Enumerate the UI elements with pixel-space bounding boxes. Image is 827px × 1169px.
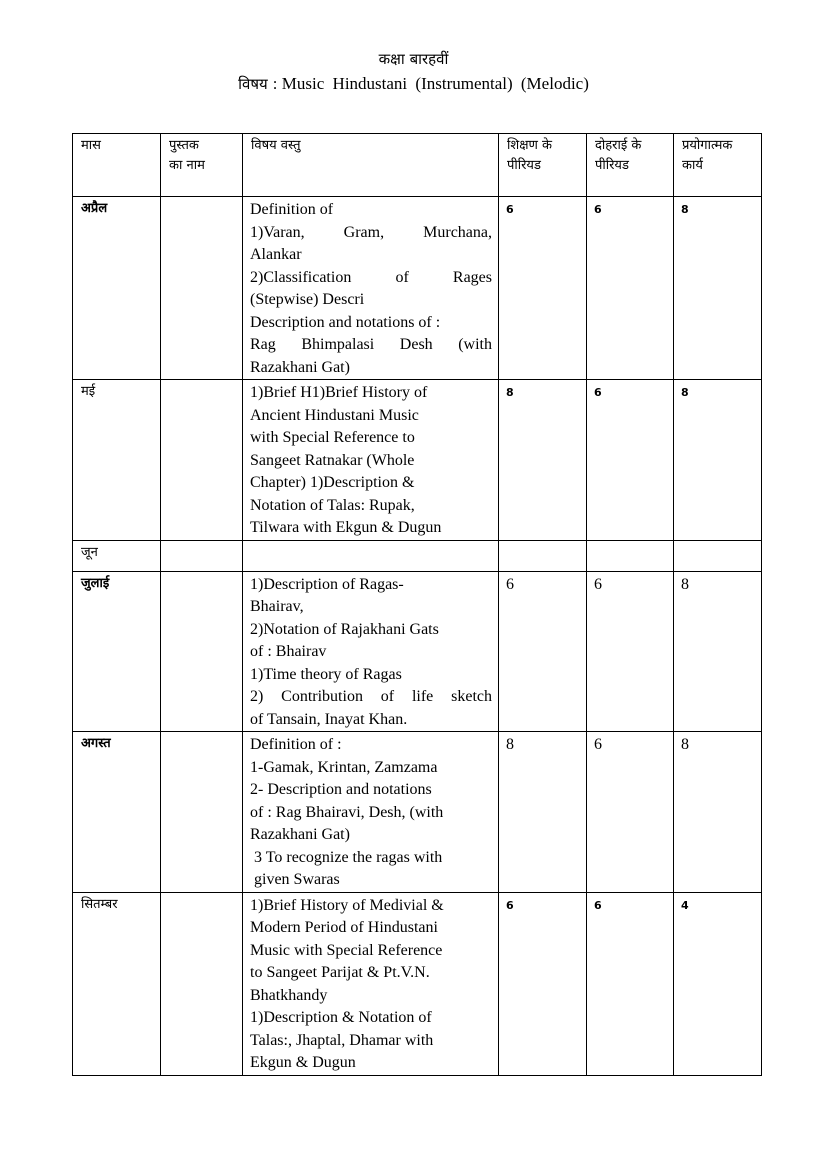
revision-periods-cell: 6 [587, 380, 674, 541]
book-cell [161, 571, 243, 732]
subject-name: Music Hindustani (Instrumental) (Melodic) [281, 74, 589, 93]
practical-work-cell: 8 [674, 571, 762, 732]
month-cell: सितम्बर [73, 892, 161, 1075]
content-cell [243, 540, 499, 571]
table-row [73, 540, 762, 571]
month-cell: मई [73, 380, 161, 541]
content-cell: 1)Brief H1)Brief History of Ancient Hindustani Music with Special Reference to Sangeet Ratnakar (Whole Chapter) 1)Description & Notation of Talas: Rupak, Tilwara with Ekgun & Dugun [243, 380, 499, 541]
book-cell [161, 892, 243, 1075]
teaching-periods-cell: 8 [499, 732, 587, 893]
content-cell: 1)Description of Ragas- Bhairav, 2)Notation of Rajakhani Gats of : Bhairav 1)Time theory of Ragas 2) Contribution of life sketch of Tansain, Inayat Khan. [243, 571, 499, 732]
practical-work-cell [674, 540, 762, 571]
month-cell: जून [73, 540, 161, 571]
month-cell: अप्रैल [73, 197, 161, 380]
revision-periods-cell: 6 [587, 732, 674, 893]
class-title: कक्षा बारहवीं [378, 50, 449, 68]
revision-periods-cell: 6 [587, 197, 674, 380]
practical-work-cell: 8 [674, 732, 762, 893]
book-cell [161, 732, 243, 893]
column-header-month: मास [73, 134, 161, 197]
teaching-periods-cell: 6 [499, 571, 587, 732]
page-header [0, 48, 827, 96]
practical-work-cell: 4 [674, 892, 762, 1075]
revision-periods-cell: 6 [587, 571, 674, 732]
teaching-periods-cell: 6 [499, 892, 587, 1075]
table-row [73, 732, 762, 893]
revision-periods-cell: 6 [587, 892, 674, 1075]
column-header-teaching-periods: शिक्षण के पीरियड [499, 134, 587, 197]
month-cell: अगस्त [73, 732, 161, 893]
syllabus-table [72, 133, 762, 1076]
teaching-periods-cell: 8 [499, 380, 587, 541]
content-cell: Definition of 1)Varan, Gram, Murchana, Alankar 2)Classification of Rages (Stepwise) Descri Description and notations of : Rag Bhimpalasi Desh (with Razakhani Gat) [243, 197, 499, 380]
book-cell [161, 540, 243, 571]
subject-prefix: विषय : [238, 75, 278, 93]
teaching-periods-cell [499, 540, 587, 571]
content-cell: Definition of : 1-Gamak, Krintan, Zamzama 2- Description and notations of : Rag Bhairavi, Desh, (with Razakhani Gat) 3 To recognize the ragas with given Swaras [243, 732, 499, 893]
book-cell [161, 197, 243, 380]
table-row [73, 571, 762, 732]
table-row [73, 380, 762, 541]
column-header-practical-work: प्रयोगात्मक कार्य [674, 134, 762, 197]
month-cell: जुलाई [73, 571, 161, 732]
subject-line [0, 72, 827, 96]
column-header-revision-periods: दोहराई के पीरियड [587, 134, 674, 197]
table-header-row [73, 134, 762, 197]
teaching-periods-cell: 6 [499, 197, 587, 380]
book-cell [161, 380, 243, 541]
column-header-content: विषय वस्तु [243, 134, 499, 197]
revision-periods-cell [587, 540, 674, 571]
table-row [73, 892, 762, 1075]
table-row [73, 197, 762, 380]
content-cell: 1)Brief History of Medivial & Modern Period of Hindustani Music with Special Reference to Sangeet Parijat & Pt.V.N. Bhatkhandy 1)Description & Notation of Talas:, Jhaptal, Dhamar with Ekgun & Dugun [243, 892, 499, 1075]
column-header-book-name: पुस्तक का नाम [161, 134, 243, 197]
practical-work-cell: 8 [674, 197, 762, 380]
practical-work-cell: 8 [674, 380, 762, 541]
